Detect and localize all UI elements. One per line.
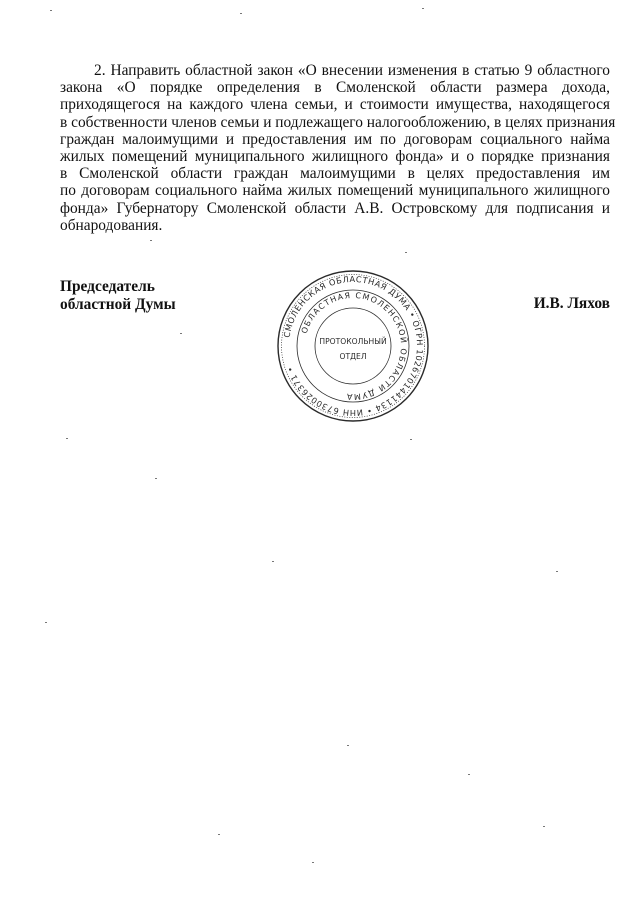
official-seal bbox=[275, 268, 431, 424]
seal-inner-text: ОБЛАСТНАЯ СМОЛЕНСКОЙ ОБЛАСТИ ДУМА bbox=[299, 290, 409, 402]
paragraph-line: приходящегося на каждого члена семьи, и стоимости имущества, находящегося bbox=[60, 96, 610, 114]
paragraph-line: фонда» Губернатору Смоленской области А.В. Островскому для подписания и bbox=[60, 199, 610, 217]
body-paragraph bbox=[60, 62, 616, 234]
seal-graphic bbox=[275, 268, 431, 424]
seal-outer-text: СМОЛЕНСКАЯ ОБЛАСТНАЯ ДУМА • ОГРН 1026701441134 • ИНН 6730026371 • bbox=[281, 273, 426, 419]
seal-inner-border bbox=[315, 308, 391, 384]
paragraph-line: жилых помещений муниципального жилищного фонда» и о порядке признания bbox=[60, 148, 610, 166]
paragraph-line: в собственности членов семьи и подлежащего налогообложению, в целях признания bbox=[60, 113, 616, 131]
paragraph-line: закона «О порядке определения в Смоленской области размера дохода, bbox=[60, 79, 610, 97]
signatory-title bbox=[60, 278, 176, 313]
seal-center-line2: ОТДЕЛ bbox=[339, 352, 367, 361]
paragraph-line: в Смоленской области граждан малоимущими в целях предоставления им bbox=[60, 165, 610, 183]
signatory-title-line1: Председатель bbox=[60, 278, 155, 295]
paragraph-line: граждан малоимущими и предоставления им по договорам социального найма bbox=[60, 130, 610, 148]
signatory-name: И.В. Ляхов bbox=[533, 295, 610, 312]
seal-center-line1: ПРОТОКОЛЬНЫЙ bbox=[319, 337, 387, 346]
paragraph-line: по договорам социального найма жилых помещений муниципального жилищного bbox=[60, 182, 610, 200]
signatory-title-line2: областной Думы bbox=[60, 295, 176, 313]
seal-middle-border bbox=[297, 290, 409, 402]
paragraph-line: 2. Направить областной закон «О внесении изменения в статью 9 областного bbox=[94, 62, 610, 79]
paragraph-line: обнародования. bbox=[60, 216, 163, 234]
